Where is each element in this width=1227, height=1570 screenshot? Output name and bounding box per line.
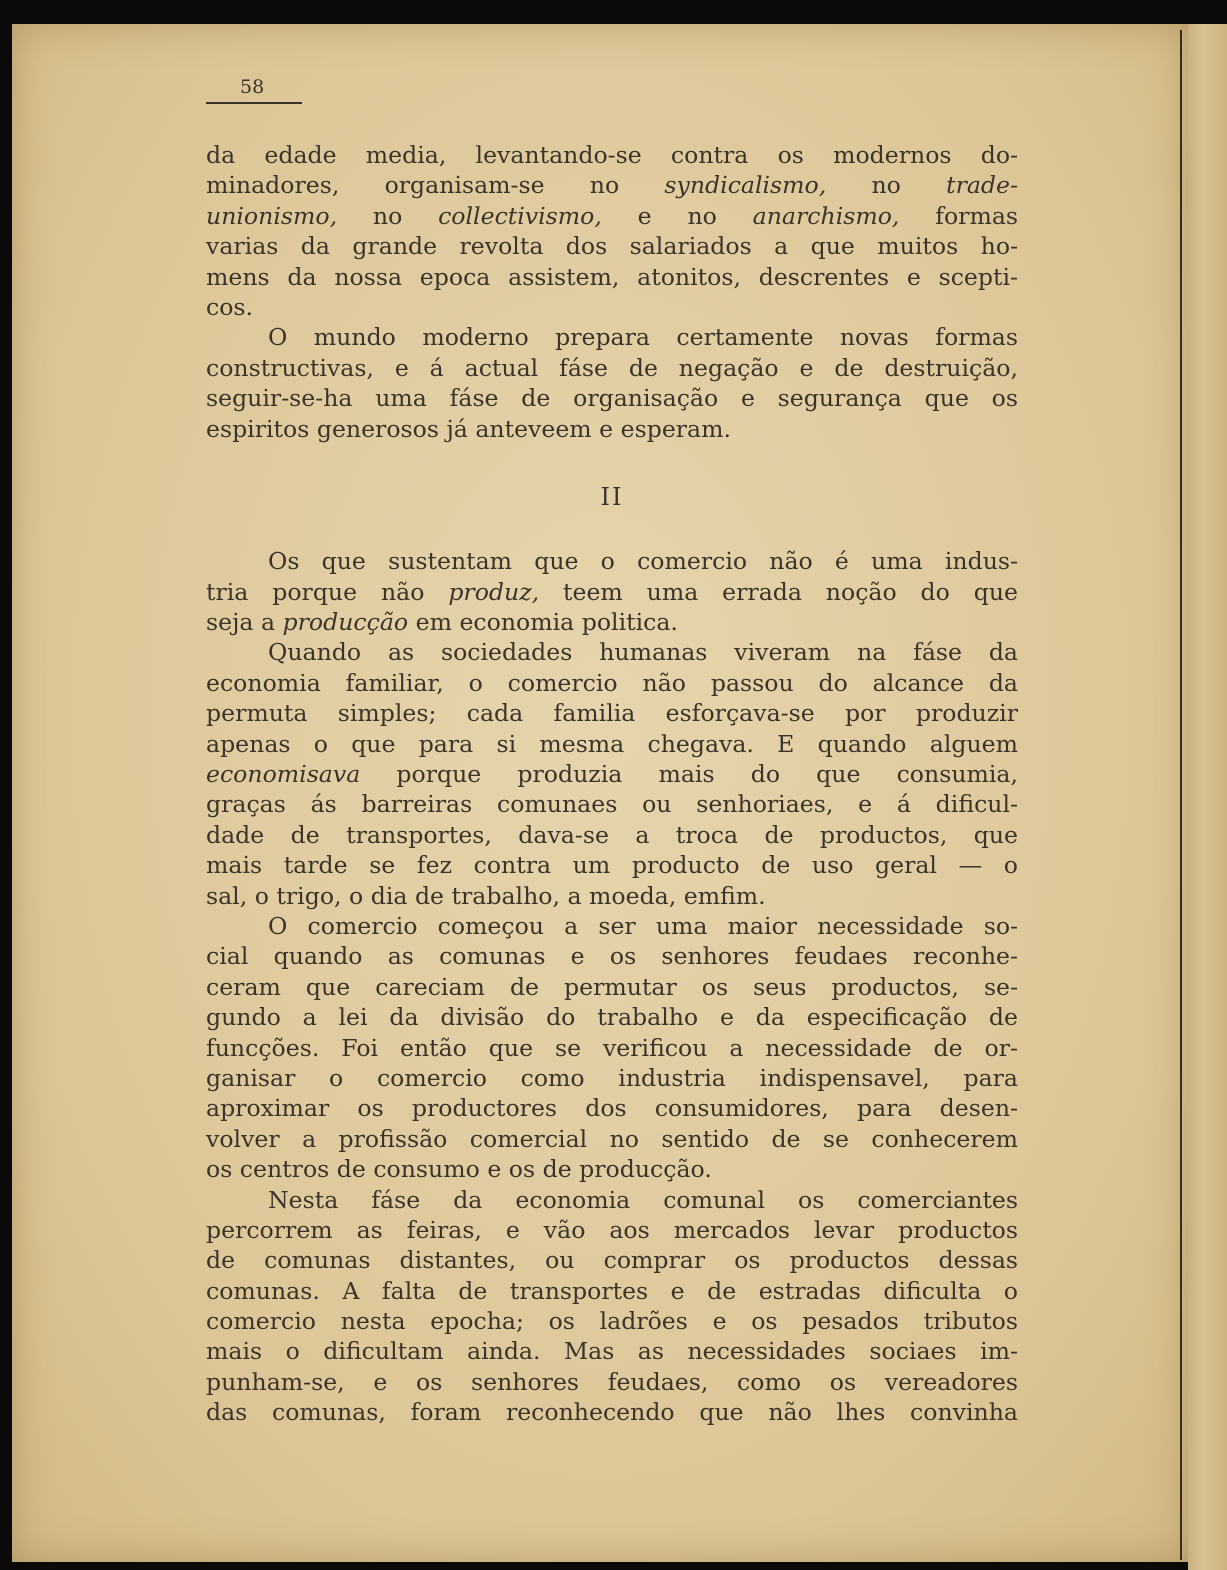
text-line [206,972,1018,1002]
text-line [206,231,1018,261]
text-line [206,789,1018,819]
text-line [206,1336,1018,1366]
page-fold-line [1180,30,1182,1560]
text-run: volver a profissão comercial no sentido de se conhecerem [206,1124,1018,1153]
text-run: Quando as sociedades humanas viveram na fáse da [268,638,1018,667]
italic-term: trade- [946,171,1018,200]
text-run: espiritos generosos já anteveem e esperam. [206,414,731,443]
italic-term: economisava [206,760,361,789]
text-line [206,668,1018,698]
text-run: comercio nesta epocha; os ladrões e os pesados tributos [206,1307,1018,1336]
italic-term: syndicalismo, [664,171,827,200]
text-run: porque produzia mais do que consumia, [360,760,1018,789]
text-run: teem uma errada noção do que [539,577,1019,606]
text-line [206,1306,1018,1336]
paragraph-block-2 [206,546,1018,1427]
text-line [206,414,1018,444]
text-line [206,1002,1018,1032]
text-run: no [337,201,439,230]
text-run: formas [899,201,1018,230]
text-run: seja a [206,608,283,637]
text-run: de comunas distantes, ou comprar os productos dessas [206,1246,1018,1275]
text-run: seguir-se-ha uma fáse de organisação e segurança que os [206,384,1018,413]
text-run: das comunas, foram reconhecendo que não lhes convinha [206,1398,1018,1427]
italic-term: anarchismo, [752,201,900,230]
text-run: punham-se, e os senhores feudaes, como os vereadores [206,1367,1018,1396]
text-run: gundo a lei da divisão do trabalho e da especificação de [206,1003,1018,1032]
text-run: O comercio começou a ser uma maior necessidade so- [268,912,1018,940]
text-run: dade de transportes, dava-se a troca de productos, que [206,820,1018,849]
text-run: apenas o que para si mesma chegava. E quando alguem [206,729,1018,758]
italic-term: collectivismo, [438,201,602,230]
text-run: mens da nossa epoca assistem, atonitos, descrentes e scepti- [206,262,1018,291]
page-number-rule [206,102,302,104]
text-run: minadores, organisam-se no [206,171,665,200]
text-line [206,1367,1018,1397]
text-run: mais o dificultam ainda. Mas as necessidades sociaes im- [206,1337,1018,1366]
text-line [206,1185,1018,1215]
text-run: ceram que careciam de permutar os seus productos, se- [206,972,1018,1001]
italic-term: producção [282,608,409,637]
text-run: O mundo moderno prepara certamente novas formas [268,323,1018,352]
text-run: constructivas, e á actual fáse de negação e de destruição, [206,353,1018,382]
text-line [206,322,1018,352]
text-line [206,820,1018,850]
text-line [206,170,1018,200]
text-run: da edade media, levantando-se contra os modernos do- [206,141,1018,169]
text-run: em economia politica. [408,608,678,637]
text-line [206,607,1018,637]
text-line [206,1124,1018,1154]
text-line [206,1397,1018,1427]
text-line [206,1245,1018,1275]
text-run: permuta simples; cada familia esforçava-se por produzir [206,699,1018,728]
text-line [206,262,1018,292]
text-line [206,911,1018,941]
text-run: mais tarde se fez contra um producto de uso geral — o [206,851,1018,880]
section-heading: II [600,482,624,511]
text-run: e no [601,201,753,230]
text-run: os centros de consumo e os de producção. [206,1155,712,1184]
text-line [206,383,1018,413]
text-run: sal, o trigo, o dia de trabalho, a moeda, emfim. [206,881,766,910]
text-run: ganisar o comercio como industria indispensavel, para [206,1063,1018,1092]
paragraph-block-1 [206,140,1018,444]
text-line [206,881,1018,911]
text-line [206,577,1018,607]
text-line [206,729,1018,759]
text-line [206,759,1018,789]
italic-term: unionismo, [206,201,338,230]
text-run: funcções. Foi então que se verificou a necessidade de or- [206,1033,1018,1062]
text-run: economia familiar, o comercio não passou do alcance da [206,668,1018,697]
text-line [206,1033,1018,1063]
text-run: aproximar os productores dos consumidores, para desen- [206,1094,1018,1123]
text-line [206,698,1018,728]
page-number: 58 [240,76,265,98]
text-line [206,353,1018,383]
text-line [206,1276,1018,1306]
body-text [206,140,1018,1428]
text-line [206,941,1018,971]
text-run: cial quando as comunas e os senhores feudaes reconhe- [206,942,1018,971]
text-run: Nesta fáse da economia comunal os comerciantes [268,1185,1018,1214]
text-run: varias da grande revolta dos salariados a que muitos ho- [206,232,1018,261]
text-line [206,1093,1018,1123]
text-line [206,201,1018,231]
text-line [206,140,1018,170]
text-line [206,850,1018,880]
text-run: no [826,171,947,200]
text-line [206,546,1018,576]
text-run: percorrem as feiras, e vão aos mercados levar productos [206,1215,1018,1244]
text-run: tria porque não [206,577,449,606]
text-line [206,1215,1018,1245]
text-run: Os que sustentam que o comercio não é uma indus- [268,547,1018,576]
text-line [206,1063,1018,1093]
text-line [206,637,1018,667]
italic-term: produz, [448,577,540,606]
text-run: graças ás barreiras comunaes ou senhoriaes, e á dificul- [206,790,1018,819]
text-line [206,292,1018,322]
text-line [206,1154,1018,1184]
text-run: comunas. A falta de transportes e de estradas dificulta o [206,1276,1018,1305]
page-edge [1188,24,1227,1570]
text-run: cos. [206,292,254,321]
